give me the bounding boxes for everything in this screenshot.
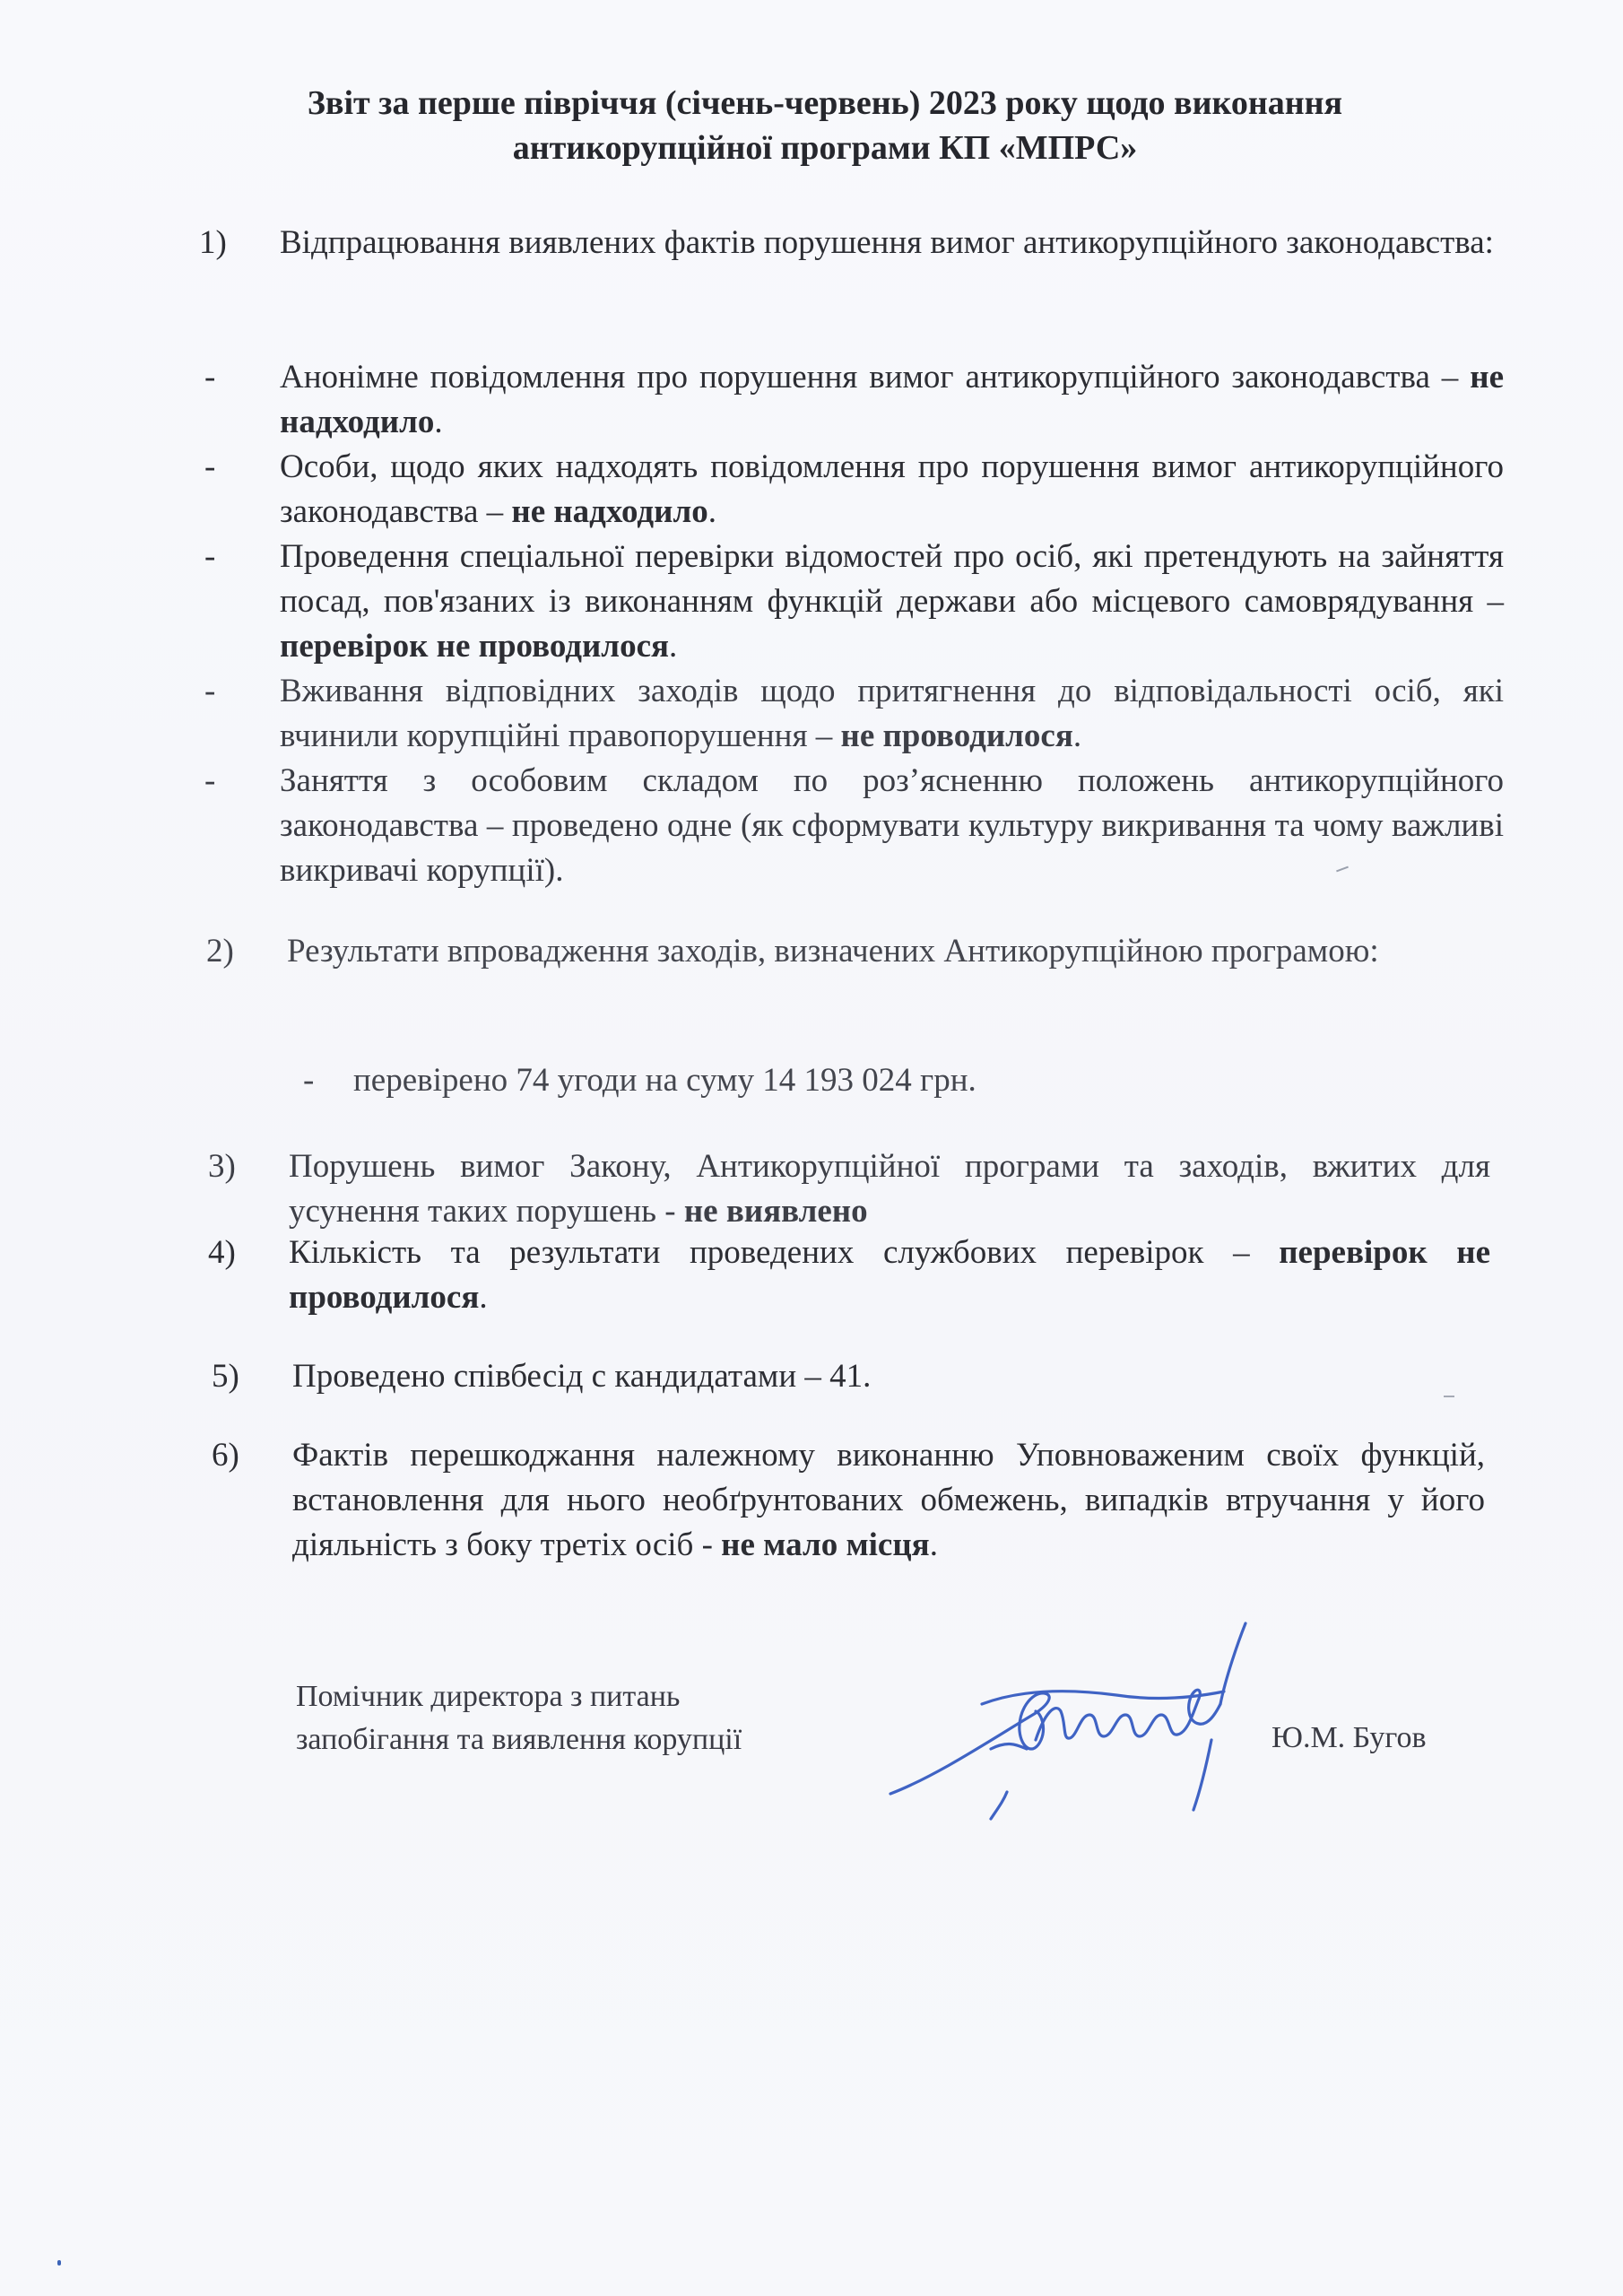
bullet-text: Вживання відповідних заходів щодо притягнення до відповідальності осіб, які вчинили корупційні правопорушення – не проводилося. (280, 673, 1504, 754)
section-number: 4) (208, 1234, 236, 1271)
signatory-position-line-1: Помічник директора з питань (296, 1680, 681, 1713)
bullet-status: не надходило (280, 359, 1504, 440)
bullet-text: Особи, щодо яких надходять повідомлення про порушення вимог антикорупційного законодавства – не надходило. (280, 448, 1504, 530)
handwritten-signature (883, 1605, 1260, 1839)
signatory-position (296, 1675, 742, 1761)
section-number: 6) (212, 1437, 239, 1474)
bullet-text: Заняття з особовим складом по роз’ясненню положень антикорупційного законодавства – проведено одне (як сформувати культуру викривання та чому важливі викривачі корупції). (280, 762, 1504, 889)
bullet-marker: - (204, 762, 216, 799)
section-number: 5) (212, 1358, 239, 1395)
signatory-position-line-2: запобігання та виявлення корупції (296, 1723, 742, 1756)
report-title-line-1: Звіт за перше півріччя (січень-червень) 2023 року щодо виконання (307, 84, 1343, 122)
section-text: Кількість та результати проведених службових перевірок – перевірок не проводилося. (289, 1234, 1490, 1316)
bullet-text: перевірено 74 угоди на суму 14 193 024 грн. (353, 1062, 976, 1099)
section-number: 2) (206, 933, 234, 970)
bullet-marker: - (204, 448, 216, 485)
bullet-marker: - (303, 1062, 315, 1099)
bullet-status: перевірок не проводилося (280, 628, 670, 665)
report-title-line-2: антикорупційної програми КП «МПРС» (512, 129, 1138, 167)
section-text: Результати впровадження заходів, визначених Антикорупційною програмою: (287, 933, 1379, 970)
bullet-text: Анонімне повідомлення про порушення вимог антикорупційного законодавства – не надходило. (280, 359, 1504, 440)
section-text: Відпрацювання виявлених фактів порушення вимог антикорупційного законодавства: (280, 224, 1494, 261)
bullet-status: не проводилося (840, 718, 1073, 754)
scan-speck (57, 2260, 61, 2266)
section-text: Порушень вимог Закону, Антикорупційної програми та заходів, вжитих для усунення таких порушень - не виявлено (289, 1148, 1490, 1230)
bullet-status: не надходило (511, 493, 708, 530)
section-status: перевірок не проводилося (289, 1234, 1490, 1316)
signatory-name: Ю.М. Бугов (1271, 1721, 1427, 1754)
bullet-marker: - (204, 538, 216, 575)
section-text: Фактів перешкоджання належному виконанню Уповноваженим своїх функцій, встановлення для нього необґрунтованих обмежень, випадків втручання у його діяльність з боку третіх осіб - не мало місця. (292, 1437, 1485, 1563)
report-title (179, 81, 1471, 170)
bullet-text: Проведення спеціальної перевірки відомостей про осіб, які претендують на зайняття посад, пов'язаних із виконанням функцій держави або місцевого самоврядування – перевірок не проводилося. (280, 538, 1504, 665)
section-number: 1) (199, 224, 227, 261)
section-number: 3) (208, 1148, 236, 1185)
section-status: не мало місця (721, 1526, 930, 1563)
section-text: Проведено співбесід с кандидатами – 41. (292, 1358, 872, 1395)
section-status: не виявлено (683, 1193, 868, 1230)
bullet-marker: - (204, 359, 216, 396)
scan-mark (1444, 1396, 1454, 1397)
bullet-marker: - (204, 673, 216, 709)
